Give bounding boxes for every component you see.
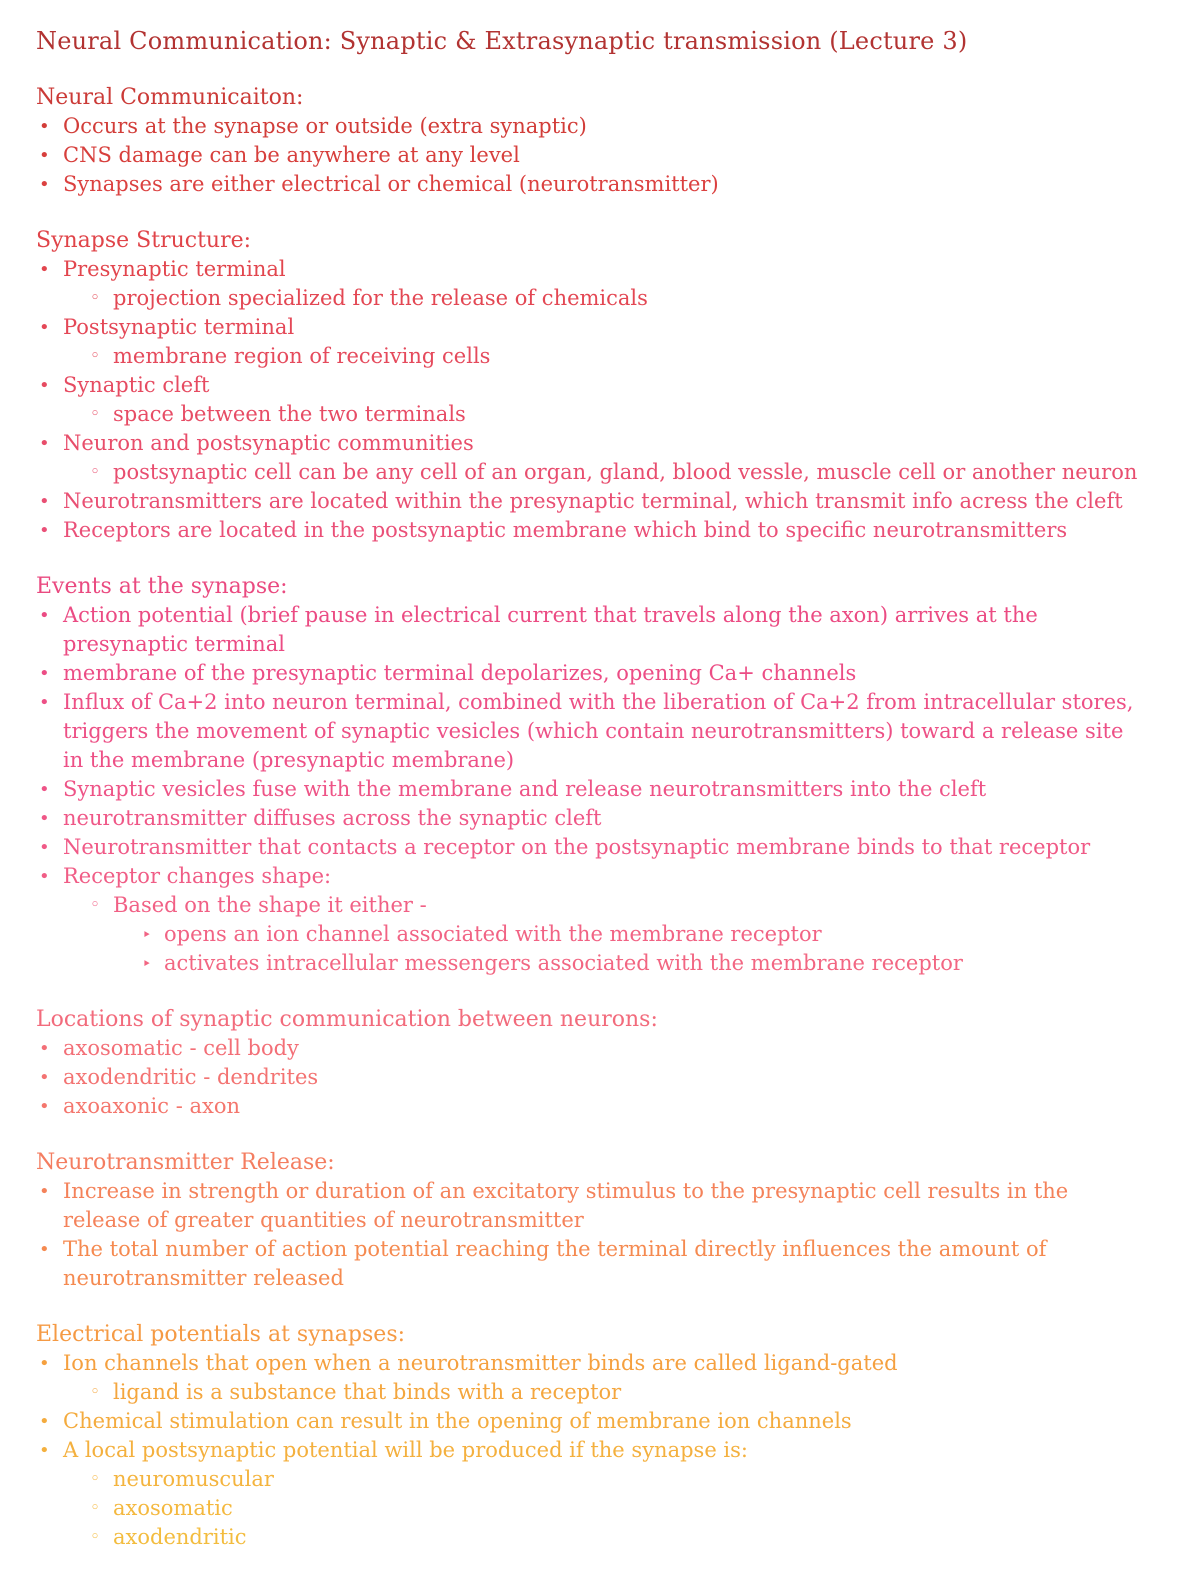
list-item-text: space between the two terminals [113,402,466,426]
list-item-text: axosomatic - cell body [63,1036,299,1060]
list-item-text: postsynaptic cell can be any cell of an organ, gland, blood vessle, muscle cell or another neuron [113,460,1138,484]
sub-bullet-icon: ◦ [90,1469,101,1489]
list-item-text: Synaptic cleft [63,373,210,397]
sub-bullet-icon: ◦ [90,346,101,366]
list-item [36,688,1142,775]
section [36,1148,1142,1293]
list-item [36,371,1142,400]
sub-bullet-icon: ◦ [90,288,101,308]
bullet-icon: • [39,605,50,626]
list-item [36,112,1142,141]
list-item [36,284,1142,313]
page-title: Neural Communication: Synaptic & Extrasynaptic transmission (Lecture 3) [36,27,968,55]
bullet-icon: • [39,375,50,396]
section [36,572,1142,978]
list-item [36,313,1142,342]
list-item [36,1349,1142,1378]
bullet-icon: • [39,520,50,541]
list-item [36,659,1142,688]
bullet-icon: • [39,259,50,280]
section-heading: Locations of synaptic communication between neurons: [36,1007,658,1032]
list-item-text: Neurotransmitter that contacts a receptor on the postsynaptic membrane binds to that receptor [63,835,1091,859]
list-item-text: The total number of action potential reaching the terminal directly influences the amount of neurotransmitter released [63,1237,1047,1290]
sub-bullet-icon: ◦ [90,895,101,915]
sub-bullet-icon: ◦ [90,462,101,482]
bullet-icon: • [39,433,50,454]
bullet-icon: • [39,779,50,800]
list-item-text: Based on the shape it either - [113,893,427,917]
list-item [36,920,1142,949]
list-item-text: projection specialized for the release of chemicals [113,286,648,310]
section [36,1005,1142,1121]
bullet-icon: • [39,1096,50,1117]
bullet-icon: • [39,1067,50,1088]
list-item [36,1436,1142,1465]
list-item [36,1523,1142,1552]
list-item-text: Chemical stimulation can result in the opening of membrane ion channels [63,1409,852,1433]
list-item [36,1092,1142,1121]
bullet-icon: • [39,1181,50,1202]
list-item [36,170,1142,199]
bullet-icon: • [39,1038,50,1059]
section-heading: Events at the synapse: [36,574,288,599]
section-heading: Neurotransmitter Release: [36,1150,335,1175]
bullet-icon: • [39,317,50,338]
list-item-text: membrane region of receiving cells [113,344,491,368]
bullet-icon: • [39,866,50,887]
list-item-text: Synapses are either electrical or chemical (neurotransmitter) [63,172,719,196]
list-item [36,429,1142,458]
list-item [36,141,1142,170]
list-item-text: activates intracellular messengers associated with the membrane receptor [164,951,963,975]
list-item [36,1378,1142,1407]
list-item-text: membrane of the presynaptic terminal depolarizes, opening Ca+ channels [63,661,857,685]
list-item-text: axoaxonic - axon [63,1094,240,1118]
list-item-text: A local postsynaptic potential will be produced if the synapse is: [63,1438,748,1462]
section-heading: Electrical potentials at synapses: [36,1322,406,1347]
list-item [36,342,1142,371]
sub-bullet-icon: ◦ [90,404,101,424]
bullet-icon: • [39,808,50,829]
list-item-text: Neuron and postsynaptic communities [63,431,474,455]
bullet-icon: • [39,692,50,713]
list-item-text: Receptors are located in the postsynaptic membrane which bind to specific neurotransmitters [63,518,1068,542]
list-item-text: neuromuscular [113,1467,274,1491]
bullet-icon: • [39,1411,50,1432]
list-item-text: ligand is a substance that binds with a receptor [113,1380,622,1404]
list-item [36,1494,1142,1523]
list-item [36,833,1142,862]
list-item [36,949,1142,978]
list-item [36,891,1142,920]
list-item [36,458,1142,487]
list-item [36,487,1142,516]
bullet-icon: • [39,1440,50,1461]
list-item-text: axodendritic [113,1525,247,1549]
list-item [36,1177,1142,1235]
list-item-text: Synaptic vesicles fuse with the membrane and release neurotransmitters into the cleft [63,777,987,801]
bullet-icon: • [39,145,50,166]
list-item [36,516,1142,545]
list-item-text: axodendritic - dendrites [63,1065,319,1089]
bullet-icon: • [39,491,50,512]
section-heading: Synapse Structure: [36,228,252,253]
section [36,226,1142,545]
list-item [36,601,1142,659]
sub-bullet-icon: ◦ [90,1382,101,1402]
list-item [36,400,1142,429]
arrow-bullet-icon: ‣ [142,925,152,944]
list-item [36,804,1142,833]
list-item-text: Receptor changes shape: [63,864,332,888]
list-item [36,862,1142,891]
list-item-text: Occurs at the synapse or outside (extra synaptic) [63,114,587,138]
list-item-text: Action potential (brief pause in electrical current that travels along the axon) arrives at the presynaptic terminal [63,603,1038,656]
list-item [36,1465,1142,1494]
list-item [36,1063,1142,1092]
bullet-icon: • [39,663,50,684]
list-item [36,1034,1142,1063]
bullet-icon: • [39,1353,50,1374]
list-item-text: opens an ion channel associated with the membrane receptor [164,922,822,946]
list-item-text: Increase in strength or duration of an excitatory stimulus to the presynaptic cell results in the release of greater quantities of neurotransmitter [63,1179,1069,1232]
sub-bullet-icon: ◦ [90,1498,101,1518]
list-item-text: Influx of Ca+2 into neuron terminal, combined with the liberation of Ca+2 from intracellular stores, triggers the movement of synaptic vesicles (which contain neurotransmitters) toward a release site in the membrane (presynaptic membrane) [63,690,1134,772]
document-body [36,83,1142,1552]
list-item-text: Presynaptic terminal [63,257,286,281]
bullet-icon: • [39,1239,50,1260]
list-item-text: Neurotransmitters are located within the presynaptic terminal, which transmit info acress the cleft [63,489,1123,513]
section [36,1320,1142,1552]
list-item [36,255,1142,284]
section-heading: Neural Communicaiton: [36,85,304,110]
arrow-bullet-icon: ‣ [142,954,152,973]
list-item-text: Ion channels that open when a neurotransmitter binds are called ligand-gated [63,1351,898,1375]
bullet-icon: • [39,174,50,195]
list-item-text: neurotransmitter diffuses across the synaptic cleft [63,806,602,830]
list-item [36,775,1142,804]
list-item-text: Postsynaptic terminal [63,315,295,339]
list-item [36,1407,1142,1436]
section [36,83,1142,199]
bullet-icon: • [39,116,50,137]
list-item [36,1235,1142,1293]
sub-bullet-icon: ◦ [90,1527,101,1547]
list-item-text: CNS damage can be anywhere at any level [63,143,520,167]
bullet-icon: • [39,837,50,858]
list-item-text: axosomatic [113,1496,233,1520]
